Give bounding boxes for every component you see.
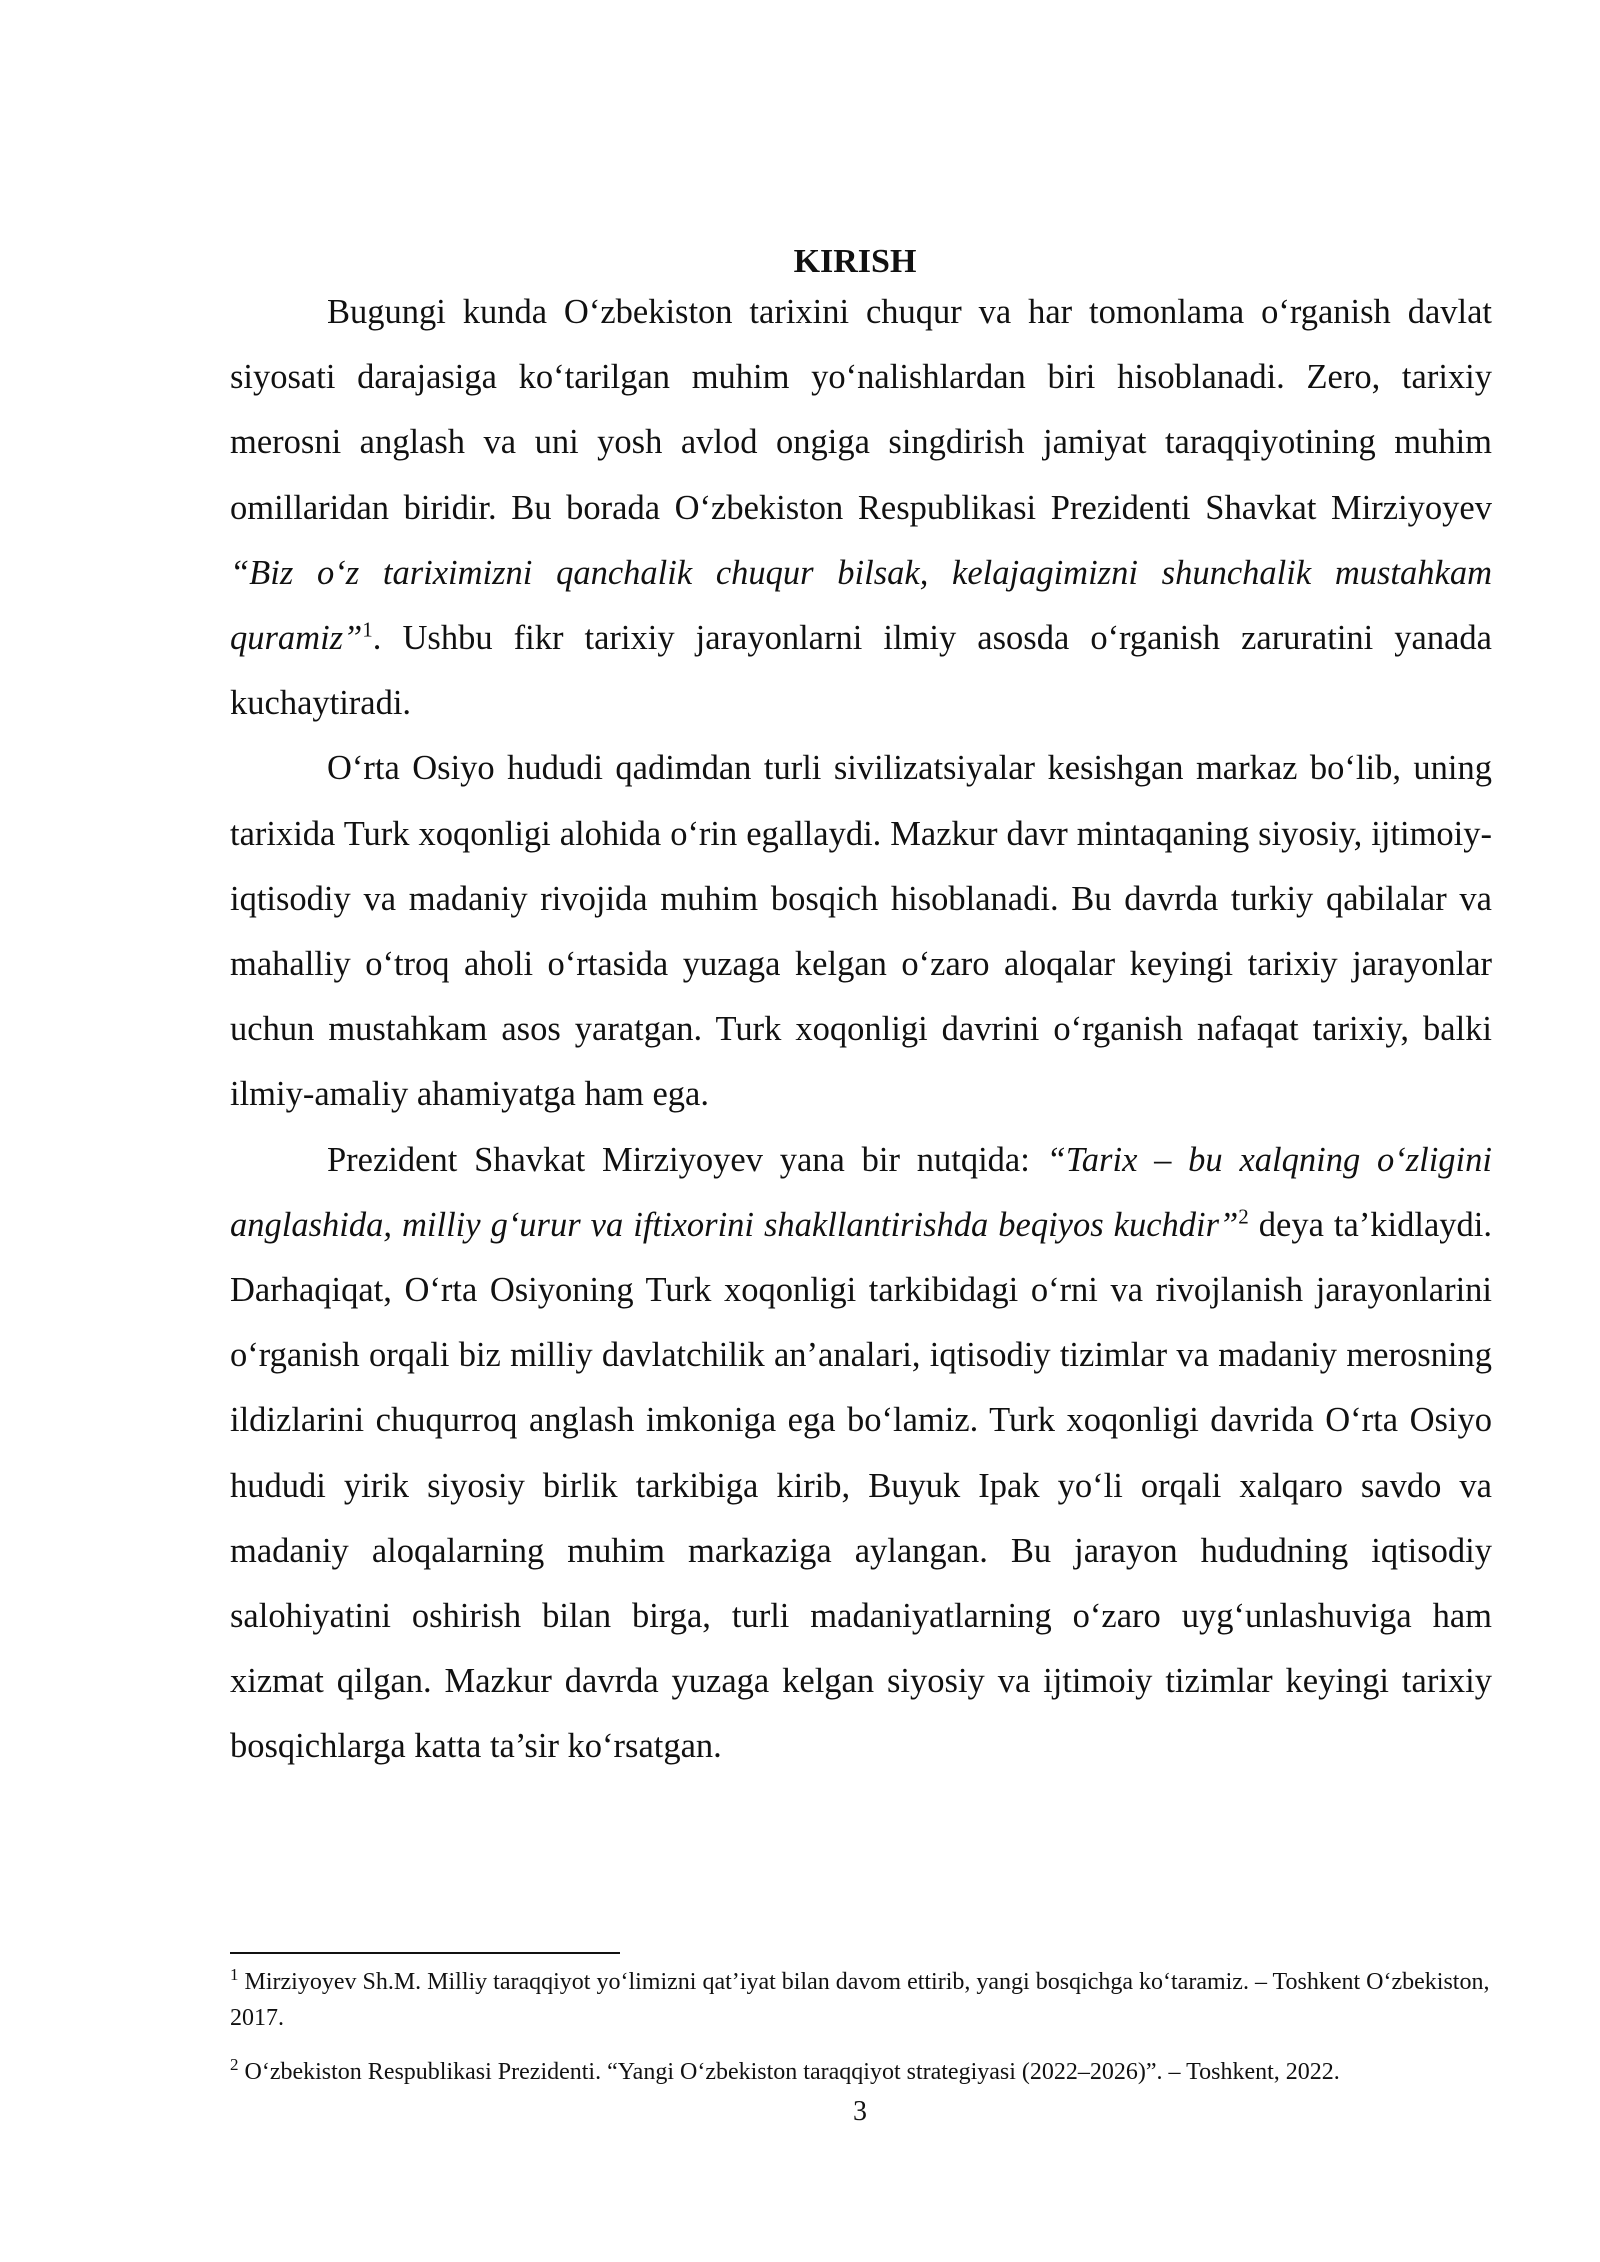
paragraph-2: O‘rta Osiyo hududi qadimdan turli sivilizatsiyalar kesishgan markaz bo‘lib, uning tarixida Turk xoqonligi alohida o‘rin egallaydi. Mazkur davr mintaqaning siyosiy, ijtimoiy-iqtisodiy va madaniy rivojida muhim bosqich hisoblanadi. Bu davrda turkiy qabilalar va mahalliy o‘troq aholi o‘rtasida yuzaga kelgan o‘zaro aloqalar keyingi tarixiy jarayonlar uchun mustahkam asos yaratgan. Turk xoqonligi davrini o‘rganish nafaqat tarixiy, balki ilmiy-amaliy ahamiyatga ham ega. — [230, 749, 1492, 1114]
footnote-2 — [230, 2054, 1492, 2090]
president-quote-2: “Tarix – bu xalqning o‘zligini anglashida, milliy g‘urur va iftixorini shakllantirishda beqiyos kuchdir” — [230, 1140, 1492, 1244]
footnote-2-marker: 2 — [230, 2055, 239, 2074]
footnote-ref-1: 1 — [362, 617, 373, 642]
footnotes — [230, 1964, 1492, 2108]
footnote-1 — [230, 1964, 1492, 2036]
footnote-separator — [230, 1952, 620, 1954]
footnote-2-text: O‘zbekiston Respublikasi Prezidenti. “Yangi O‘zbekiston taraqqiyot strategiyasi (2022–2026)”. – Toshkent, 2022. — [238, 2059, 1340, 2085]
paragraph-1-text-end: . Ushbu fikr tarixiy jarayonlarni ilmiy asosda o‘rganish zaruratini yanada kuchaytiradi. — [230, 619, 1492, 723]
body-text — [230, 280, 1492, 1780]
footnote-1-text: Mirziyoyev Sh.M. Milliy taraqqiyot yo‘limizni qat’iyat bilan davom ettirib, yangi bosqichga ko‘taramiz. – Toshkent O‘zbekiston, 2017. — [230, 1969, 1490, 2031]
paragraph-3 — [230, 1128, 1492, 1780]
paragraph-3-text-end: deya ta’kidlaydi. Darhaqiqat, O‘rta Osiyoning Turk xoqonligi tarkibidagi o‘rni va rivojlanish jarayonlarini o‘rganish orqali biz milliy davlatchilik an’analari, iqtisodiy tizimlar va madaniy merosning ildizlarini chuqurroq anglash imkoniga ega bo‘lamiz. Turk xoqonligi davrida O‘rta Osiyo hududi yirik siyosiy birlik tarkibiga kirib, Buyuk Ipak yo‘li orqali xalqaro savdo va madaniy aloqalarning muhim markaziga aylangan. Bu jarayon hududning iqtisodiy salohiyatini oshirish bilan birga, turli madaniyatlarning o‘zaro uyg‘unlashuviga ham xizmat qilgan. Mazkur davrda yuzaga kelgan siyosiy va ijtimoiy tizimlar keyingi tarixiy bosqichlarga katta ta’sir ko‘rsatgan. — [230, 1205, 1492, 1766]
paragraph-3-text-start: Prezident Shavkat Mirziyoyev yana bir nutqida: — [327, 1140, 1047, 1179]
president-quote-1: “Biz o‘z tariximizni qanchalik chuqur bilsak, kelajagimizni shunchalik mustahkam quramiz” — [230, 553, 1492, 658]
paragraph-1 — [230, 280, 1492, 736]
footnote-ref-2: 2 — [1238, 1204, 1249, 1229]
page-title: KIRISH — [793, 243, 917, 280]
page-number: 3 — [853, 2096, 867, 2127]
paragraph-1-text-start: Bugungi kunda O‘zbekiston tarixini chuqur va har tomonlama o‘rganish davlat siyosati darajasiga ko‘tarilgan muhim yo‘nalishlardan biri hisoblanadi. Zero, tarixiy merosni anglash va uni yosh avlod ongiga singdirish jamiyat taraqqiyotining muhim omillaridan biridir. Bu borada O‘zbekiston Respublikasi Prezidenti Shavkat Mirziyoyev — [230, 293, 1492, 527]
footnote-1-marker: 1 — [230, 1965, 239, 1984]
